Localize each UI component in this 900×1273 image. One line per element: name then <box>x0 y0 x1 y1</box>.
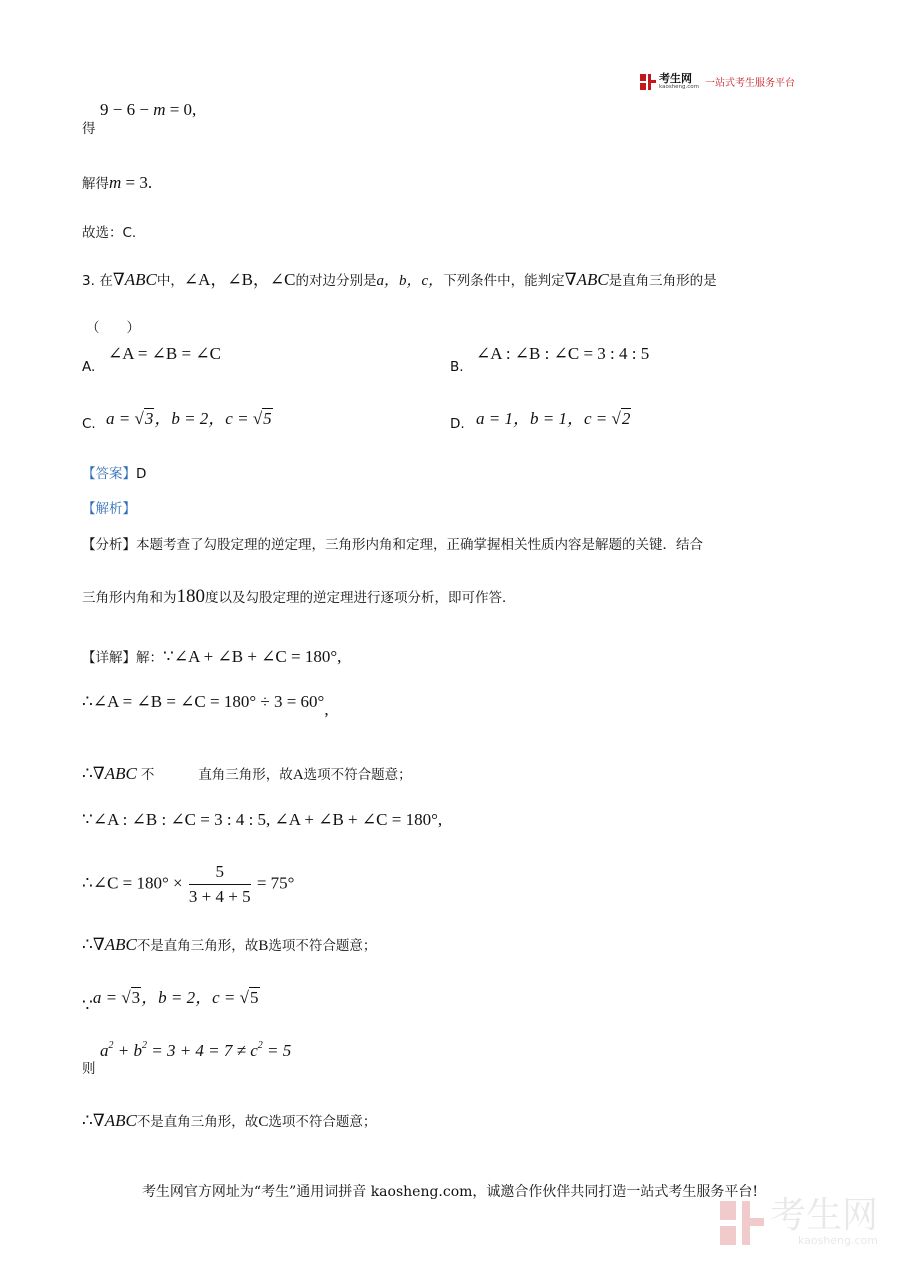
watermark-name: 考生网 <box>769 1195 878 1236</box>
jiexi-tag: 【解析】 <box>82 501 136 517</box>
answer-tag: 【答案】 <box>82 466 136 482</box>
answer-value: D <box>136 466 147 482</box>
question-paren: （ ） <box>86 320 140 336</box>
watermark-logo-icon <box>720 1201 764 1245</box>
detail-line-3: ∴∇ABC 不 直角三角形，故A选项不符合题意； <box>82 764 412 783</box>
equation-line: 9 − 6 − m = 0, <box>100 100 197 119</box>
detail-line-6: ∴∇ABC不是直角三角形，故B选项不符合题意； <box>82 935 377 954</box>
footer-text: 考生网官方网址为“考生”通用词拼音 kaosheng.com，诚邀合作伙伴共同打造一站式考生服务平台! <box>141 1184 759 1200</box>
option-a-expr: ∠A = ∠B = ∠C <box>108 344 221 363</box>
answer-line <box>82 462 146 482</box>
detail-line-8: $a^2 + b^2 = 3 + 4 = 7 \ne c^2 = 5$ <box>100 1040 292 1060</box>
ze-label: 则 <box>82 1061 96 1077</box>
option-b-expr: ∠A : ∠B : ∠C = 3 : 4 : 5 <box>476 344 650 363</box>
option-d-expr: a = 1，b = 1，c = √2 <box>476 409 631 428</box>
watermark <box>720 1195 878 1247</box>
detail-line-1: 【详解】解：∵∠A + ∠B + ∠C = 180°, <box>82 647 342 666</box>
choice-line: 故选：C. <box>82 225 137 241</box>
option-d-letter: D. <box>450 416 465 432</box>
detail-line-9: ∴∇ABC不是直角三角形，故C选项不符合题意； <box>82 1111 377 1130</box>
option-a-letter: A. <box>82 359 96 375</box>
detail-line-7: ∵a = √3，b = 2，c = √5 <box>82 988 259 1015</box>
analysis-line-2: 三角形内角和为180度以及勾股定理的逆定理进行逐项分析，即可作答． <box>82 586 516 607</box>
header-logo <box>640 73 795 91</box>
logo-name: 考生网 <box>659 72 692 85</box>
watermark-url: kaosheng.com <box>797 1234 878 1247</box>
analysis-line-1: 【分析】本题考查了勾股定理的逆定理，三角形内角和定理，正确掌握相关性质内容是解题的关键．结合 <box>82 537 703 553</box>
solution-line: 解得m = 3. <box>82 173 153 192</box>
logo-slogan: 一站式考生服务平台 <box>705 78 796 90</box>
question-3: 3. 在∇ABC中，∠A，∠B，∠C的对边分别是a，b，c，下列条件中，能判定∇ABC是直角三角形的是 <box>82 270 717 289</box>
de-label: 得 <box>82 121 96 137</box>
detail-line-4: ∵∠A : ∠B : ∠C = 3 : 4 : 5, ∠A + ∠B + ∠C = 180°, <box>82 810 443 829</box>
logo-url: kaosheng.com <box>659 84 700 90</box>
fraction: $\frac{5}{3 + 4 + 5}$ <box>188 862 251 906</box>
detail-line-5: ∴∠C = 180° × $\frac{5}{3 + 4 + 5}$ = 75° <box>82 862 295 906</box>
option-c-letter: C. <box>82 416 96 432</box>
option-c-expr: a = √3，b = 2，c = √5 <box>106 409 272 428</box>
detail-line-2: ∴∠A = ∠B = ∠C = 180° ÷ 3 = 60°, <box>82 692 329 719</box>
kaosheng-logo-icon <box>640 74 656 90</box>
option-b-letter: B. <box>450 359 464 375</box>
